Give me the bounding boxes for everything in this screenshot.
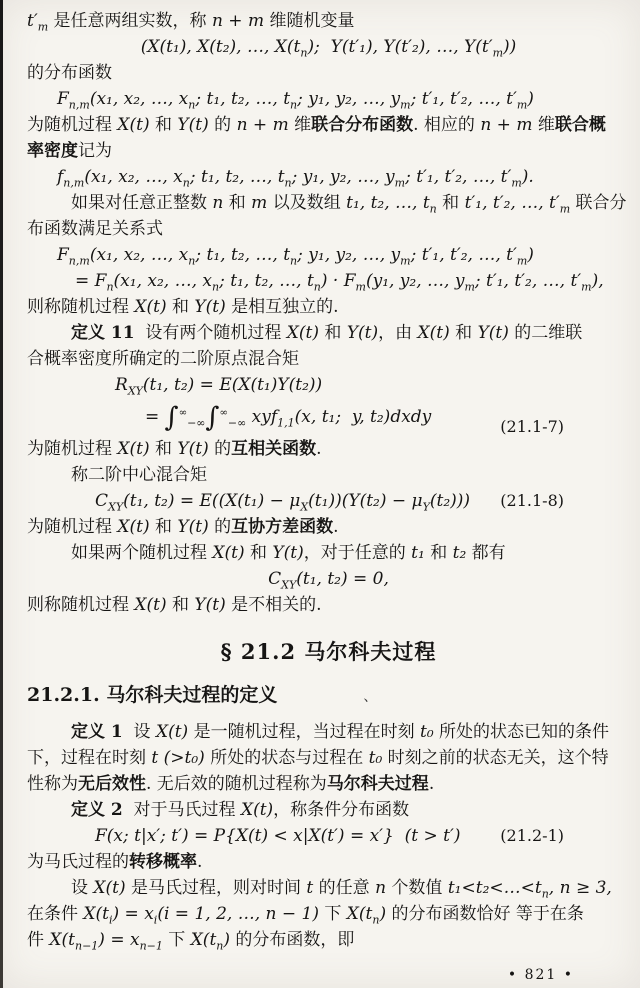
text-line [27,875,630,901]
text-line [27,849,630,875]
formula-line [27,34,630,60]
math-segment: X(t) [286,323,319,343]
text-segment: 的任意 [313,878,376,898]
text-segment: 是马氏过程，则对时间 [125,878,307,898]
text-line [27,927,630,953]
text-line [27,797,630,823]
math-segment: (t₁, t₂) = E(X(t₁)Y(t₂)) [142,375,323,395]
text-line [27,138,630,164]
text-segment: 所处的状态与过程在 [204,748,369,768]
text-segment: 联合概 [554,115,606,135]
text-segment: . 相应的 [413,115,481,135]
math-segment: n,m [68,98,90,112]
math-segment: n [429,202,437,216]
math-segment: m [516,115,533,135]
math-segment: (x₁, x₂, …, x [89,89,189,109]
text-segment: 和 [149,517,178,537]
math-segment: m [272,115,289,135]
math-segment: n [212,193,224,213]
math-segment: X(t [190,930,217,950]
text-segment: 互协方差函数 [231,517,334,537]
math-segment: n [211,11,223,31]
math-segment: ) = x [112,904,154,924]
math-segment: Y(t) [346,323,379,343]
text-segment: 和 [223,193,252,213]
text-line [27,540,630,566]
section-heading: § 21.2 马尔科夫过程 [220,639,437,664]
math-segment: n [188,254,196,268]
math-segment: ; t′₁, t′₂, …, t′ [410,89,517,109]
text-line [27,745,630,771]
math-segment: Y(t) [177,439,209,459]
math-segment: i [108,913,113,927]
text-segment: 下 [162,930,191,950]
text-line [27,462,630,488]
math-segment: ) [527,89,534,109]
math-segment: ; t₁, t₂, …, t [195,245,291,265]
text-segment: . [333,517,339,537]
math-segment: n [106,280,114,294]
text-segment: 所处的状态已知的条件 [433,722,610,742]
math-segment: R [115,375,128,395]
math-segment: n [313,280,321,294]
math-segment: m [516,98,528,112]
math-segment: Y(t) [194,595,226,615]
text-line [27,901,630,927]
text-segment: 和 [166,297,195,317]
text-segment: 和 [436,193,465,213]
text-segment: 互相关函数 [231,439,317,459]
text-segment: 的 [208,115,237,135]
text-segment: 联合分 [570,193,627,213]
math-segment: (t₁, t₂) = 0, [296,569,389,589]
text-segment: 下，过程在时刻 [27,748,152,768]
text-segment: 为随机过程 [27,439,118,459]
scan-edge-artifact [0,0,3,988]
math-segment: t₂ [452,543,467,563]
math-segment: X(t) [93,878,126,898]
math-segment: n−1 [74,939,99,953]
text-segment: 和 [424,543,453,563]
math-segment: n [300,46,308,60]
math-segment: = F [75,271,107,291]
subsection-heading-text: 21.2.1. 马尔科夫过程的定义 [27,684,278,706]
math-segment: ; y₁, y₂, …, y [297,89,401,109]
math-segment: C [95,491,109,511]
math-segment: Y(t) [477,323,509,343]
math-segment: (x₁, x₂, …, x [84,167,183,187]
math-segment: (x₁, x₂, …, x [113,271,212,291]
math-segment: ; t′₁, t′₂, …, t′ [405,167,512,187]
math-segment: (x₁, x₂, …, x [89,245,189,265]
text-segment: 为随机过程 [27,115,118,135]
math-segment: Y(t) [272,543,304,563]
formula-line [27,488,630,514]
formula-line [27,242,630,268]
math-segment: xyf [246,407,278,427]
math-segment: ∞ [178,407,188,419]
math-segment: n,m [63,176,85,190]
formula-line [27,566,630,592]
text-segment: 记为 [78,141,112,161]
math-segment: X(t) [117,517,150,537]
math-segment: ) [527,245,534,265]
text-segment: 的二维联 [508,323,583,343]
math-segment: i [153,913,158,927]
text-segment: 则称随机过程 [27,595,135,615]
math-segment: f [57,167,64,187]
math-segment: X(t [346,904,373,924]
math-segment: m [400,98,411,112]
text-line [27,346,630,372]
math-segment: XY [281,578,297,592]
math-segment: ∫ [164,402,179,433]
formula-line [27,398,630,436]
text-segment: 定义 11 [71,323,135,343]
text-line [27,190,630,216]
text-segment: 件 [27,930,50,950]
text-segment: 是任意两组实数，称 [48,11,212,31]
math-segment: n [236,115,248,135]
formula-line [27,372,630,398]
text-segment: 设有两个随机过程 [134,323,287,343]
text-segment: 和 [149,439,178,459]
text-segment: 和 [449,323,478,343]
math-segment: n [541,887,549,901]
math-segment: XY [108,500,124,514]
math-segment: ) [379,904,387,924]
page-number: • 821 • [507,967,574,983]
math-segment: n−1 [139,939,163,953]
text-segment: 转移概率 [129,852,197,872]
math-segment: t [306,878,314,898]
formula-line [27,268,630,294]
math-segment: m [559,202,571,216]
math-segment: (x, t₁; y, t₂)dxdy [294,407,432,427]
page-body [27,8,630,983]
text-line [27,719,630,745]
math-segment: m [394,176,406,190]
text-segment: ，对于任意的 [303,543,412,563]
math-segment: ; t′₁, t′₂, …, t′ [410,245,517,265]
text-line [27,216,630,242]
text-segment: 维随机变量 [264,11,355,31]
text-segment: 和 [149,115,178,135]
text-segment: 布函数满足关系式 [27,219,163,239]
section-21-2-content [27,719,630,953]
math-segment: −∞ [227,416,247,430]
text-segment: 合概率密度所确定的二阶原点混合矩 [27,349,299,369]
text-line [27,436,630,462]
math-segment: X(t) [240,800,274,820]
math-segment: n [290,254,298,268]
text-segment: 是相互独立的. [225,297,339,317]
text-segment: 在条件 [27,904,84,924]
math-segment: t (>t₀) [151,748,205,768]
math-segment: X(t [83,904,109,924]
text-segment: 对于马氏过程 [122,800,241,820]
math-segment: X(t) [417,323,450,343]
math-segment: t₁<t₂<…<t [447,878,542,898]
text-segment: 个数值 [386,878,448,898]
text-segment: 马尔科夫过程 [326,774,429,794]
math-segment: Y [422,500,430,514]
math-segment: m [251,193,268,213]
math-segment: ∫ [205,402,220,433]
math-segment: 1,1 [277,416,295,430]
text-segment: 无后效性 [78,774,146,794]
text-segment: 维 [532,115,555,135]
formula-line [27,164,630,190]
text-segment: 维 [288,115,312,135]
text-segment: 率密度 [27,141,78,161]
math-segment: t′ [27,11,38,31]
math-segment: (t₂))) [429,491,471,511]
math-segment: )) [503,37,517,57]
math-segment: ), [591,271,604,291]
math-segment: n [480,115,492,135]
math-segment: m [581,280,592,294]
math-segment: n [188,98,196,112]
text-line [27,112,630,138]
text-segment: 则称随机过程 [27,297,135,317]
text-line [27,514,630,540]
text-line [27,294,630,320]
math-segment: ; t₁, t₂, …, t [189,167,285,187]
math-segment: ; y₁, y₂, …, y [291,167,395,187]
text-segment: 是不相关的. [225,595,322,615]
math-segment: (i = 1, 2, …, n − 1) [157,904,319,924]
text-segment: 称二阶中心混合矩 [71,465,207,485]
text-segment: 以及数组 [267,193,347,213]
math-segment: m [355,280,366,294]
math-segment: m [511,176,522,190]
math-segment: n [216,939,224,953]
text-segment: 如果两个随机过程 [71,543,213,563]
math-segment: ; t₁, t₂, …, t [195,89,291,109]
math-segment: C [268,569,282,589]
math-segment: XY [127,384,143,398]
math-segment: ) [223,930,231,950]
text-segment: 定义 1 [71,722,123,742]
text-segment: 都有 [466,543,506,563]
text-segment: 下 [318,904,347,924]
text-segment: . [197,852,203,872]
text-segment: 和 [319,323,347,343]
text-line [27,592,630,618]
text-segment: ，由 [378,323,418,343]
formula-line [27,823,630,849]
text-segment: 和 [244,543,273,563]
text-segment: ，称条件分布函数 [273,800,410,820]
text-segment: 如果对任意正整数 [71,193,213,213]
text-segment: 性称为 [27,774,78,794]
math-segment: (t₁, t₂) = E((X(t₁) − μ [123,491,301,511]
math-segment: n [375,878,387,898]
math-segment: n [284,176,292,190]
stray-scan-mark: 、 [363,689,378,705]
math-segment: X(t) [212,543,245,563]
math-segment: ; t₁, t₂, …, t [219,271,314,291]
equation-number: (21.1-7) [500,417,564,436]
math-segment: (y₁, y₂, …, y [365,271,465,291]
math-segment: m [492,46,504,60]
math-segment: m [37,20,49,34]
math-segment: ; y₁, y₂, …, y [297,245,401,265]
math-segment: X(t) [117,115,150,135]
text-segment: 的 [208,517,232,537]
math-segment: X [300,500,309,514]
text-segment: 时刻之前的状态无关，这个特 [382,748,609,768]
text-segment: 和 [166,595,195,615]
text-segment: 设 [122,722,156,742]
math-segment: ) · F [320,271,356,291]
math-segment: Y(t) [177,517,209,537]
text-line [27,320,630,346]
math-segment: , n ≥ 3, [548,878,612,898]
math-segment: m [247,11,265,31]
math-segment: ; t′₁, t′₂, …, t′ [474,271,582,291]
text-segment: . [428,774,435,794]
math-segment: X(t [49,930,75,950]
text-line [27,771,630,797]
text-line [27,60,630,86]
math-segment: F [57,245,69,265]
text-segment: 是一随机过程，当过程在时刻 [188,722,420,742]
math-segment: t₁ [411,543,425,563]
math-segment: m [516,254,528,268]
equation-number: (21.2-1) [500,826,564,845]
math-segment: m [400,254,411,268]
math-segment: n [372,913,380,927]
math-segment: n [212,280,220,294]
equation-number: (21.1-8) [500,491,564,510]
text-segment: 定义 2 [71,800,123,820]
math-segment: t₁, t₂, …, t [346,193,430,213]
math-segment: m [464,280,475,294]
math-segment: n [290,98,298,112]
math-segment: (t₁))(Y(t₂) − μ [308,491,423,511]
math-segment: X(t) [134,297,167,317]
math-segment: = [145,407,165,427]
math-segment: (X(t₁), X(t₂), …, X(t [140,37,301,57]
subsection-heading [27,680,630,707]
text-segment: 联合分布函数 [311,115,414,135]
text-line [27,8,630,34]
math-segment: Y(t) [177,115,209,135]
math-segment: n [182,176,190,190]
text-segment: 的分布函数恰好 等于在条 [386,904,584,924]
math-segment: t₀ [368,748,383,768]
text-segment: 的分布函数 [27,63,112,83]
math-segment: ). [521,167,534,187]
math-segment: F [57,89,69,109]
math-segment: X(t) [155,722,189,742]
math-segment: t′₁, t′₂, …, t′ [464,193,560,213]
text-segment: . 无后效的随机过程称为 [146,774,327,794]
text-segment: + [491,115,517,135]
math-segment: −∞ [187,416,206,430]
text-segment: . [316,439,322,459]
math-segment: ) = x [98,930,140,950]
text-segment: 的分布函数，即 [230,930,355,950]
math-segment: X(t) [134,595,167,615]
math-segment: Y(t) [194,297,226,317]
text-segment: 为马氏过程的 [27,852,129,872]
text-segment: 为随机过程 [27,517,118,537]
section-21-1-content [27,8,630,618]
text-segment: + [247,115,273,135]
math-segment: F(x; t|x′; t′) = P{X(t) < x|X(t′) = x′} (t > t′) [95,826,461,846]
math-segment: X(t) [117,439,150,459]
math-segment: ); Y(t′₁), Y(t′₂), …, Y(t′ [307,37,493,57]
text-segment: 设 [71,878,94,898]
text-segment: 的 [208,439,232,459]
text-segment: + [222,11,248,31]
math-segment: ∞ [219,407,228,419]
math-segment: t₀ [419,722,434,742]
formula-line [27,86,630,112]
math-segment: n,m [68,254,90,268]
